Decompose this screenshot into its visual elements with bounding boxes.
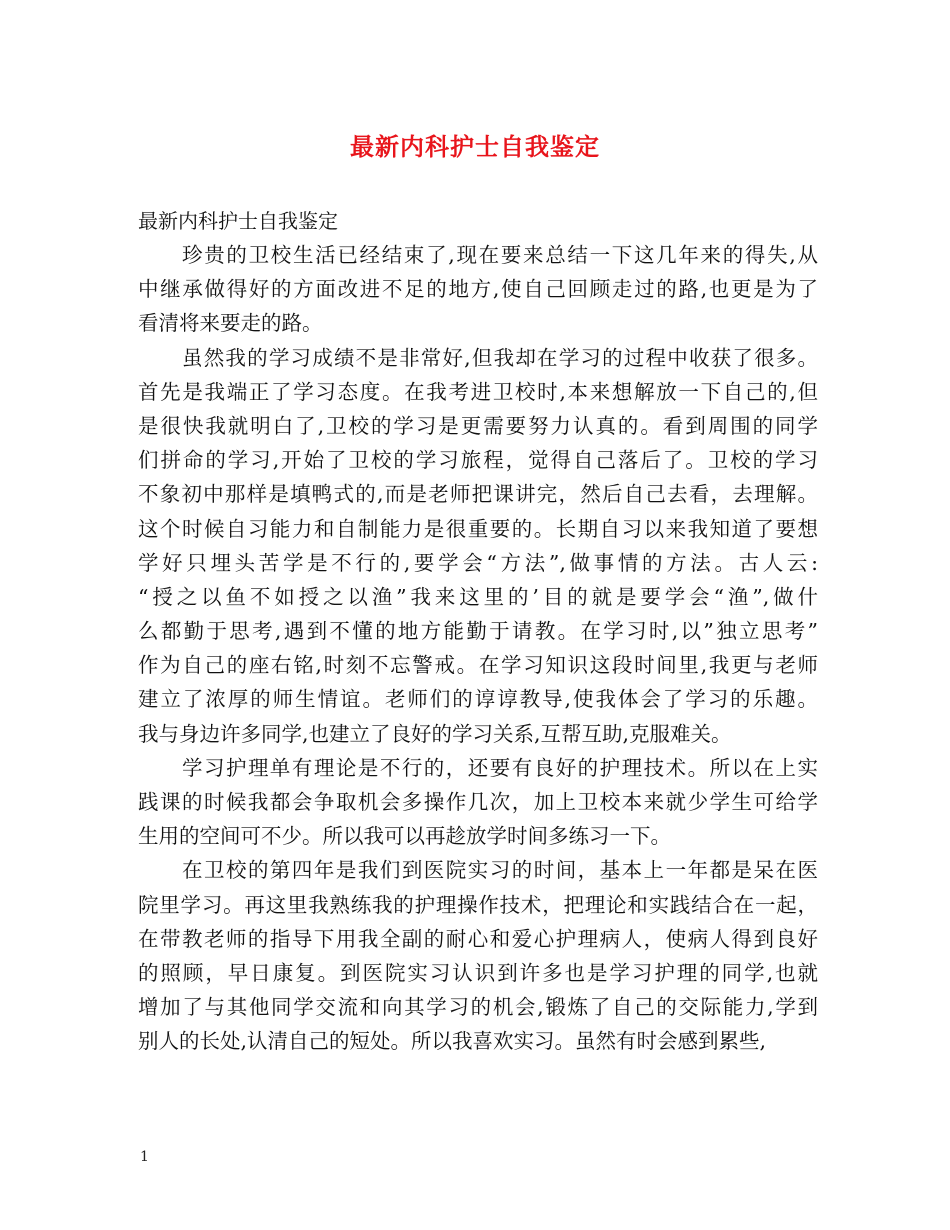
text-line: 践课的时候我都会争取机会多操作几次，加上卫校本来就少学生可给学 — [138, 790, 818, 814]
text-line: 建立了浓厚的师生情谊。老师们的谆谆教导,使我体会了学习的乐趣。 — [138, 687, 818, 712]
document-title: 最新内科护士自我鉴定 — [350, 132, 600, 161]
text-line: 么都勤于思考,遇到不懂的地方能勤于请教。在学习时,以”独立思考” — [138, 619, 818, 644]
text-line: “授之以鱼不如授之以渔”我来这里的’目的就是要学会“渔”,做什 — [138, 584, 818, 609]
document-subtitle: 最新内科护士自我鉴定 — [138, 209, 338, 233]
paragraph — [138, 751, 818, 854]
text-line: 不象初中那样是填鸭式的,而是老师把课讲完，然后自己去看，去理解。 — [138, 482, 818, 507]
text-line: 们拼命的学习,开始了卫校的学习旅程，觉得自己落后了。卫校的学习 — [138, 448, 818, 473]
text-line: 增加了与其他同学交流和向其学习的机会,锻炼了自己的交际能力,学到 — [138, 995, 818, 1020]
text-line: 学好只埋头苦学是不行的,要学会“方法”,做事情的方法。古人云: — [138, 550, 818, 575]
text-line: 学习护理单有理论是不行的，还要有良好的护理技术。所以在上实 — [182, 755, 818, 780]
text-line: 院里学习。再这里我熟练我的护理操作技术，把理论和实践结合在一起， — [138, 892, 818, 917]
page-number: 1 — [140, 1149, 149, 1165]
document-body — [138, 204, 818, 1059]
text-line: 的照顾，早日康复。到医院实习认识到许多也是学习护理的同学,也就 — [138, 960, 818, 985]
text-line: 别人的长处,认清自己的短处。所以我喜欢实习。虽然有时会感到累些, — [138, 1029, 767, 1054]
text-line: 首先是我端正了学习态度。在我考进卫校时,本来想解放一下自己的,但 — [138, 379, 818, 404]
paragraph — [138, 853, 818, 1058]
text-line: 看清将来要走的路。 — [138, 311, 323, 336]
text-line: 虽然我的学习成绩不是非常好,但我却在学习的过程中收获了很多。 — [182, 345, 818, 370]
paragraph — [138, 238, 818, 341]
text-line: 在卫校的第四年是我们到医院实习的时间，基本上一年都是呆在医 — [182, 858, 818, 883]
text-line: 作为自己的座右铭,时刻不忘警戒。在学习知识这段时间里,我更与老师 — [138, 653, 818, 678]
paragraph — [138, 341, 818, 751]
text-line: 中继承做得好的方面改进不足的地方,使自己回顾走过的路,也更是为了 — [138, 277, 818, 302]
text-line: 生用的空间可不少。所以我可以再趁放学时间多练习一下。 — [138, 824, 671, 849]
text-line: 我与身边许多同学,也建立了良好的学习关系,互帮互助,克服难关。 — [138, 721, 732, 746]
paragraph-list — [138, 238, 818, 1059]
text-line: 是很快我就明白了,卫校的学习是更需要努力认真的。看到周围的同学 — [138, 413, 818, 438]
text-line: 这个时候自习能力和自制能力是很重要的。长期自习以来我知道了要想 — [138, 516, 818, 541]
text-line: 在带教老师的指导下用我全副的耐心和爱心护理病人，使病人得到良好 — [138, 926, 818, 951]
text-line: 珍贵的卫校生活已经结束了,现在要来总结一下这几年来的得失,从 — [182, 243, 818, 267]
